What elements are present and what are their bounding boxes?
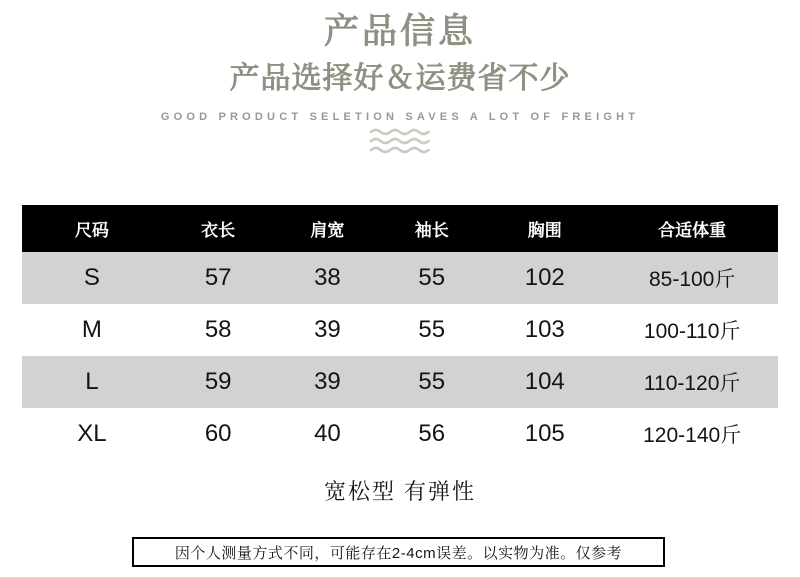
size-chart-header-row: [22, 205, 778, 252]
cell-length: 57: [204, 264, 232, 291]
cell-sleeve: 55: [418, 368, 446, 395]
cell-length: 59: [204, 368, 232, 395]
column-header-size: 尺码: [74, 221, 109, 240]
cell-shoulder: 40: [314, 420, 341, 447]
cell-sleeve: 55: [418, 264, 446, 291]
cell-bust: 104: [524, 368, 565, 395]
size-chart-table: [22, 205, 778, 460]
cell-weight: 110-120斤: [643, 372, 741, 395]
column-header-bust: 胸围: [527, 221, 562, 240]
header-block: [0, 12, 800, 123]
cell-length: 60: [204, 420, 232, 447]
cell-weight: 85-100斤: [648, 268, 736, 291]
measurement-disclaimer: [132, 537, 665, 567]
cell-size: M: [81, 316, 102, 343]
cell-size: XL: [77, 420, 107, 447]
table-row-s: [22, 252, 778, 304]
cell-shoulder: 38: [314, 264, 341, 291]
table-row-l: [22, 356, 778, 408]
fit-note: 宽松型 有弹性: [323, 479, 477, 504]
cell-weight: 100-110斤: [643, 320, 741, 343]
column-header-weight: 合适体重: [658, 221, 727, 240]
cell-size: S: [83, 264, 100, 291]
cell-shoulder: 39: [314, 368, 341, 395]
cell-size: L: [85, 368, 99, 395]
table-row-xl: [22, 408, 778, 460]
cell-weight: 120-140斤: [643, 424, 742, 447]
column-header-shoulder: 肩宽: [310, 221, 345, 240]
table-row-m: [22, 304, 778, 356]
cell-bust: 102: [524, 264, 565, 291]
cell-bust: 105: [524, 420, 565, 447]
disclaimer-text: 因个人测量方式不同，可能存在2-4cm误差。以实物为准。仅参考: [174, 544, 623, 562]
cell-sleeve: 56: [418, 420, 446, 447]
wave-icon: [0, 127, 800, 160]
cell-sleeve: 55: [418, 316, 446, 343]
cell-shoulder: 39: [314, 316, 341, 343]
cell-length: 58: [204, 316, 232, 343]
page-title: 产品信息: [323, 12, 476, 51]
english-caption: GOOD PRODUCT SELETION SAVES A LOT OF FREIGHT: [160, 111, 640, 124]
column-header-sleeve: 袖长: [414, 221, 449, 240]
column-header-length: 衣长: [201, 221, 236, 240]
page-subtitle: 产品选择好＆运费省不少: [229, 62, 571, 96]
cell-bust: 103: [524, 316, 565, 343]
